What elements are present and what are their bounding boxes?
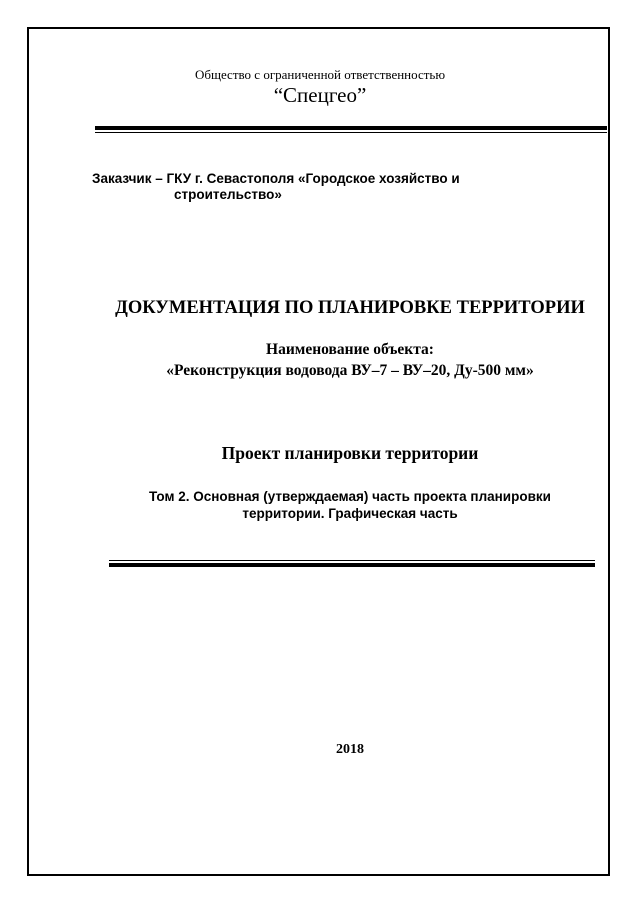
customer-line-1: Заказчик – ГКУ г. Севастополя «Городское хозяйство и [92,171,460,186]
document-title: ДОКУМЕНТАЦИЯ ПО ПЛАНИРОВКЕ ТЕРРИТОРИИ [115,298,585,318]
volume-line-1: Том 2. Основная (утверждаемая) часть проекта планировки [149,489,551,504]
customer-line-2: строительство» [174,187,282,202]
project-title: Проект планировки территории [221,443,479,463]
volume-line-2: территории. Графическая часть [242,506,458,521]
header-rule-thick [95,126,607,130]
header-rule-thin [95,132,607,133]
organization-type: Общество с ограниченной ответственностью [194,67,446,82]
footer-rule-thin [109,560,595,561]
footer-rule-thick [109,563,595,567]
object-name: «Реконструкция водовода ВУ–7 – ВУ–20, Ду-500 мм» [166,362,534,379]
year: 2018 [336,742,364,757]
object-label: Наименование объекта: [266,341,434,358]
organization-name: “Спецгео” [273,83,367,107]
